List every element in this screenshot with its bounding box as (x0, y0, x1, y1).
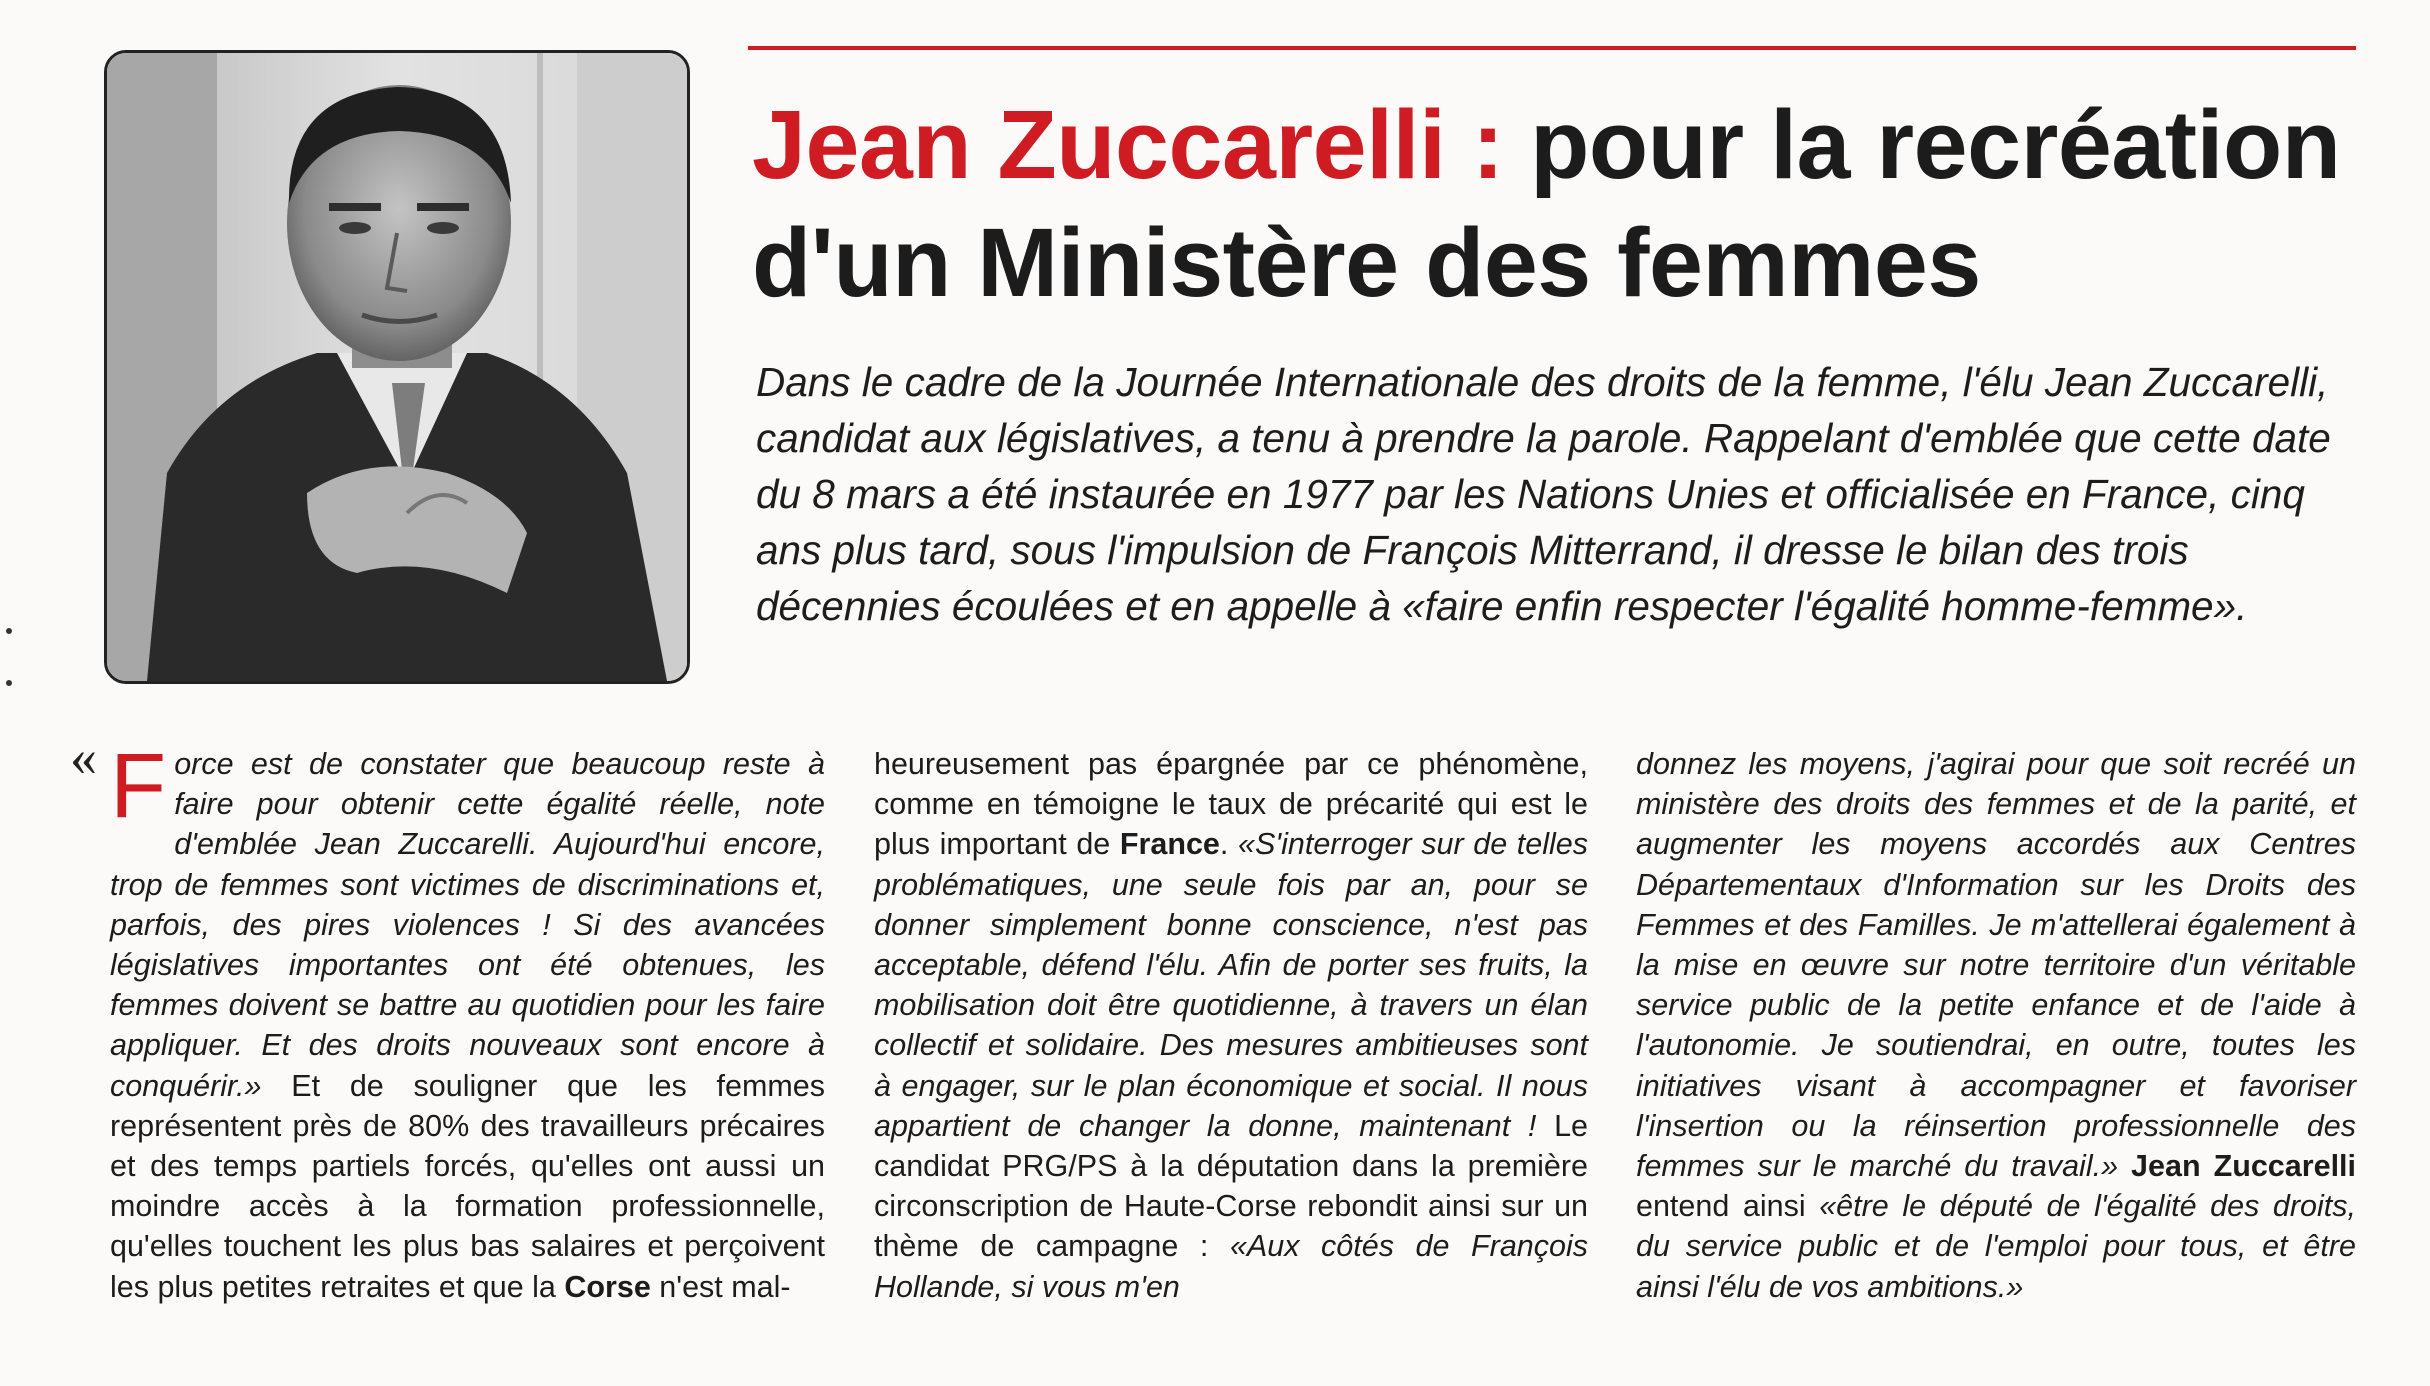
col1-quote: orce est de constater que beaucoup reste à faire pour obtenir cette égalité réelle, note d'emblée Jean Zuccarelli. Aujourd'hui encore, trop de femmes sont victimes de discriminations et, parfois, des pires violences ! Si des avancées législatives importantes ont été obtenues, les femmes doivent se battre au quotidien pour les faire appliquer. Et des droits nouveaux sont encore à conquérir.» (110, 747, 825, 1103)
col2-text: Le candidat PRG/PS à la députation dans la première circonscription de Haute-Corse rebondit ainsi sur un thème de campagne : (874, 1108, 1588, 1264)
portrait-photo (104, 50, 690, 684)
headline-name: Jean Zuccarelli : (752, 90, 1504, 199)
col3-end-quote: «être le député de l'égalité des droits, du service public et de l'emploi pour tous, et être ainsi l'élu de vos ambitions.» (1636, 1189, 2356, 1304)
article-column-3 (1636, 744, 2356, 1307)
article-column-1 (110, 735, 825, 1307)
page-title (752, 86, 2352, 322)
col2-end-quote: «Aux côtés de François Hollande, si vous m'en (874, 1229, 1589, 1304)
article-column-2 (874, 744, 1588, 1307)
col1-end: n'est mal- (650, 1269, 791, 1304)
col3-text: entend ainsi (1636, 1189, 1820, 1224)
col3-bold: Jean Zuccarelli (2118, 1149, 2356, 1184)
col2-quote: «S'interroger sur de telles problématiques, une seule fois par an, pour se donner simplement bonne conscience, n'est pas acceptable, défend l'élu. Afin de porter ses fruits, la mobilisation doit être quotidienne, à travers un élan collectif et solidaire. Des mesures ambitieuses sont à engager, sur le plan économique et social. Il nous appartient de changer la donne, maintenant ! (874, 827, 1588, 1143)
col3-quote: donnez les moyens, j'agirai pour que soit recréé un ministère des droits des femmes et de la parité, et augmenter les moyens accordés aux Centres Départementaux d'Information sur les Droits des Femmes et des Familles. Je m'attellerai également à la mise en œuvre sur notre territoire d'un véritable service public de la petite enfance et de l'aide à l'autonomie. Je soutiendrai, en outre, toutes les initiatives visant à accompagner et favoriser l'insertion ou la réinsertion professionnelle des femmes sur le marché du travail.» (1636, 747, 2356, 1184)
col2-start: heureusement pas épargnée par ce phénomène, comme en témoigne le taux de précarité qui est le plus important de (874, 747, 1588, 862)
col1-text: Et de souligner que les femmes représentent près de 80% des travailleurs précaires et des temps partiels forcés, qu'elles ont aussi un moindre accès à la formation professionnelle, qu'elles touchent les plus bas salaires et perçoivent les plus petites retraites et que la (110, 1068, 825, 1304)
margin-dot (6, 628, 12, 634)
headline-rest: pour la recréation d'un Ministère des femmes (752, 90, 2341, 317)
opening-quote-mark: « (70, 727, 97, 787)
col1-bold: Corse (564, 1269, 651, 1304)
col2-bold: France (1119, 827, 1220, 862)
lede-paragraph: Dans le cadre de la Journée Internationale des droits de la femme, l'élu Jean Zuccarelli, candidat aux législatives, a tenu à prendre la parole. Rappelant d'emblée que cette date du 8 mars a été instaurée en 1977 par les Nations Unies et officialisée en France, cinq ans plus tard, sous l'impulsion de François Mitterrand, il dresse le bilan des trois décennies écoulées et en appelle à «faire enfin respecter l'égalité homme-femme». (756, 359, 2331, 629)
col2-mid: . (1219, 827, 1238, 862)
top-red-rule (748, 46, 2356, 50)
portrait-image (107, 53, 687, 681)
margin-dot (6, 680, 12, 686)
drop-cap: F (110, 735, 167, 837)
